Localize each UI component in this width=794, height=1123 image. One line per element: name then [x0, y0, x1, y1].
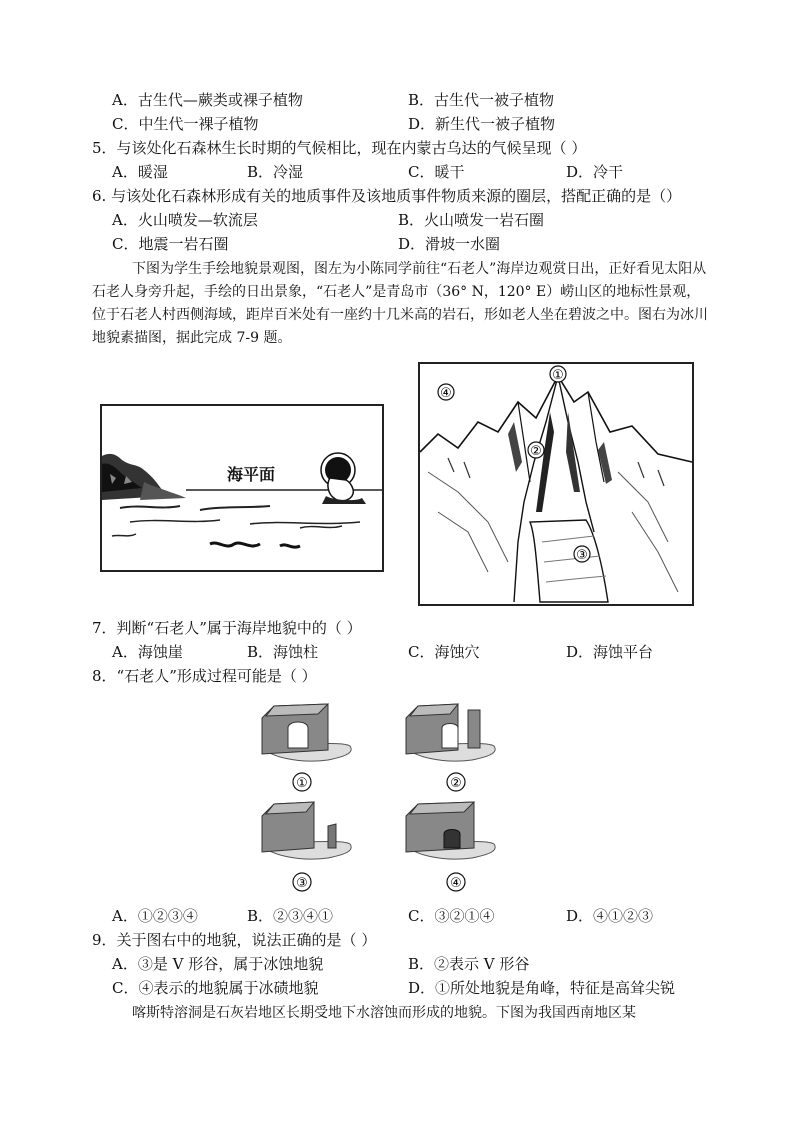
q6-stem: 6. 与该处化石森林形成有关的地质事件及该地质事件物质来源的圈层，搭配正确的是（）	[92, 187, 682, 205]
q8-diagram-1	[258, 698, 358, 794]
q4-option-b: B．古生代一被子植物	[408, 91, 555, 109]
q7-option-b: B．海蚀柱	[247, 643, 319, 661]
marker-4: ④	[440, 386, 452, 401]
q9-option-a: A．③是 V 形谷，属于冰蚀地貌	[112, 955, 324, 973]
q9-option-b: B．②表示 V 形谷	[408, 955, 530, 973]
glacial-landform-figure	[418, 362, 694, 606]
diagram-3-label: ③	[296, 876, 308, 891]
q8-option-c: C．③②①④	[408, 907, 495, 925]
marker-2: ②	[530, 444, 542, 459]
q8-option-a: A．①②③④	[112, 907, 198, 925]
karst-paragraph: 喀斯特溶洞是石灰岩地区长期受地下水溶蚀而形成的地貌。下图为我国西南地区某	[132, 1005, 636, 1021]
q6-option-b: B．火山喷发一岩石圈	[398, 211, 545, 229]
diagram-2-label: ②	[450, 776, 462, 791]
q8-diagram-4	[402, 796, 502, 892]
marker-1: ①	[552, 368, 564, 383]
q6-option-c: C．地震一岩石圈	[112, 235, 229, 253]
q6-option-d: D．滑坡一水圈	[398, 235, 501, 253]
q9-option-c: C．④表示的地貌属于冰碛地貌	[112, 979, 319, 997]
sea-level-label: 海平面	[227, 467, 276, 484]
q7-option-d: D．海蚀平台	[566, 643, 654, 661]
q7-stem: 7．判断“石老人”属于海岸地貌中的（ ）	[92, 619, 362, 637]
q5-option-d: D．冷干	[566, 163, 624, 181]
intro-paragraph: 下图为学生手绘地貌景观图，图左为小陈同学前往“石老人”海岸边观赏日出，正好看见太阳从石老人身旁升起，手绘的日出景象，“石老人”是青岛市（36° N，120° E）崂山区的地标性景观，位于石老人村西侧海域，距岸百米处有一座约十几米高的岩石，形如老人坐在碧波之中。图右为冰川地貌素描图，据此完成 7-9 题。	[92, 261, 708, 346]
marker-3: ③	[576, 548, 588, 563]
q4-option-d: D．新生代一被子植物	[408, 115, 556, 133]
diagram-4-label: ④	[450, 876, 462, 891]
q8-diagram-3	[258, 796, 358, 892]
q5-stem: 5．与该处化石森林生长时期的气候相比，现在内蒙古乌达的气候呈现（ ）	[92, 139, 587, 157]
q9-stem: 9．关于图右中的地貌，说法正确的是（ ）	[92, 931, 377, 949]
q4-option-c: C．中生代一裸子植物	[112, 115, 259, 133]
q5-option-c: C．暖干	[408, 163, 465, 181]
q7-option-a: A．海蚀崖	[112, 643, 183, 661]
sea-stack-sunrise-figure	[100, 404, 384, 572]
q8-diagram-2	[402, 698, 502, 794]
q9-option-d: D．①所处地貌是角峰，特征是高耸尖锐	[408, 979, 676, 997]
q8-option-b: B．②③④①	[247, 907, 334, 925]
q8-stem: 8．“石老人”形成过程可能是（ ）	[92, 667, 317, 685]
q5-option-a: A．暖湿	[112, 163, 168, 181]
q4-option-a: A．古生代—蕨类或裸子植物	[112, 91, 303, 109]
diagram-1-label: ①	[296, 776, 308, 791]
q7-option-c: C．海蚀穴	[408, 643, 480, 661]
q5-option-b: B．冷湿	[247, 163, 304, 181]
q8-option-d: D．④①②③	[566, 907, 654, 925]
q6-option-a: A．火山喷发—软流层	[112, 211, 258, 229]
